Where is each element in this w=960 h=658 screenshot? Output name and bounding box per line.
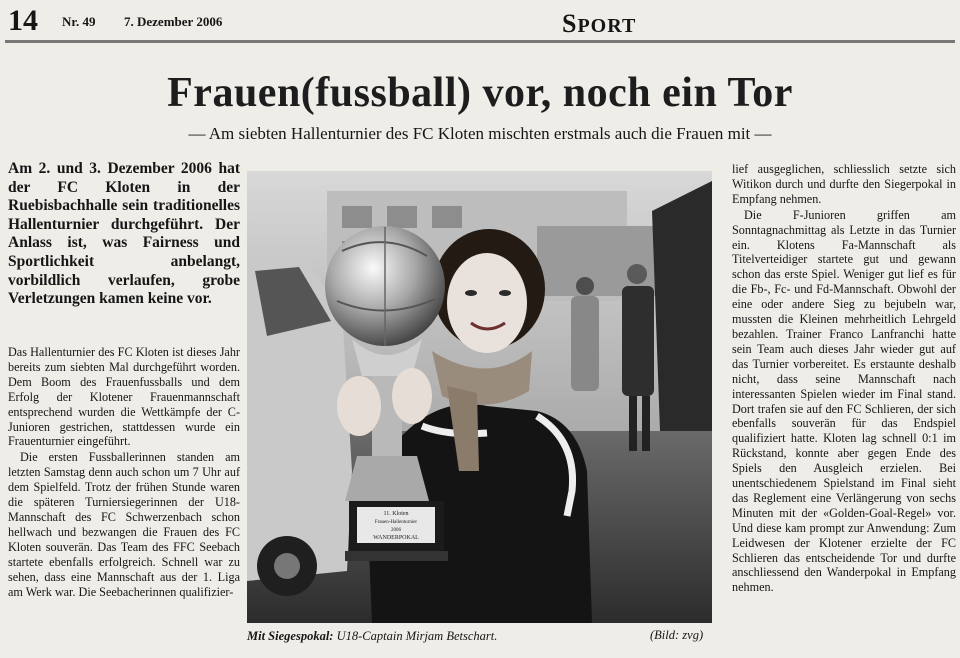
photo-caption [247,628,712,644]
article-column-left [8,345,240,600]
article-photo [247,171,712,623]
caption-lead: Mit Siegespokal: [247,629,334,643]
section-title [562,10,636,40]
section-rest: PORT [577,15,637,37]
paragraph: Die ersten Fussballerinnen standen am letzten Samstag denn auch schon um 7 Uhr auf dem Spielfeld. Trotz der frühen Stunde waren die späteren Turniersiegerinnen der U18-Mannschaft des FC Schwerzenbach schon hellwach und bezwangen die Frauen des FC Kloten souverän. Das Team des FFC Seebach startete ebenfalls erfolgreich. Schnell war zu sehen, dass eine Mannschaft aus der 1. Liga am Werk war. Die Seebacherinnen qualifizier- [8,450,240,599]
photo-credit: (Bild: zvg) [650,628,704,642]
caption-text: U18-Captain Mirjam Betschart. [333,629,498,643]
headline: Frauen(fussball) vor, noch ein Tor [167,70,793,116]
article-column-right [732,162,956,596]
trophy-plate-line: Frauen-Hallenturnier [374,520,418,525]
subheadline: — Am siebten Hallenturnier des FC Kloten mischten erstmals auch die Frauen mit — [188,124,772,143]
issue-date: 7. Dezember 2006 [124,14,223,29]
page-number: 14 [8,4,38,37]
trophy-plate-line: 11. Kloten [383,511,409,517]
masthead-rule [5,40,955,43]
issue-number: Nr. 49 [62,14,96,29]
lead-paragraph: Am 2. und 3. Dezember 2006 hat der FC Kloten in der Ruebisbachhalle sein traditionelles Hallenturnier durchgeführt. Der Anlass ist, was Fairness und Sportlichkeit anbelangt, vorbildlich verlaufen, grobe Verletzungen kamen keine vor. [8,160,240,308]
trophy-plate-line: 2006 [391,528,401,533]
section-initial: S [562,9,578,38]
photo-illustration [247,171,712,623]
paragraph: Die F-Junioren griffen am Sonntagnachmittag als Letzte in das Turnier ein. Klotens Fa-Mannschaft als Titelverteidiger startete gut und gewann schon das erste Spiel. Weniger gut lief es für die Fb-, Fc- und Fd-Mannschaft. Obwohl der eine oder andere Sieg zu bejubeln war, mussten die Kleinen mehrheitlich Lehrgeld bezahlen. Trainer Franco Lanfranchi hatte sein Team auch dieses Jahr wieder gut auf das Turnier vorbereitet. Es erstaunte deshalb nicht, dass seine Mannschaft nach interessanten Spielen wieder im Final stand. Dort trafen sie auf den FC Schlieren, der sich ebenfalls souverän für das Endspiel qualifiziert hatte. Kloten lag schnell 0:1 im Rückstand, konnte aber gegen Ende des Spiels den Ausgleich erzielen. Bei unentschiedenem Spielstand im Final sieht das Reglement eine Verlängerung von sechs Minuten mit der «Golden-Goal-Regel» vor. Und diese kam prompt zur Anwendung: Zum Leidwesen der Klotener erzielte der FC Schlieren das entscheidende Tor und durfte anschliessend den Wanderpokal in Empfang nehmen. [732,207,956,595]
trophy-plate-line: WANDERPOKAL [373,535,419,541]
paragraph: lief ausgeglichen, schliesslich setzte sich Witikon durch und durfte den Siegerpokal in Empfang nehmen. [732,162,956,206]
paragraph: Das Hallenturnier des FC Kloten ist dieses Jahr bereits zum siebten Mal durchgeführt worden. Dem Boom des Frauenfussballs und dem Erfolg der Klotener Frauenmannschaft entsprechend wurden die Wettkämpfe der C-Junioren gestrichen, stattdessen wurde ein Frauenturnier eingeführt. [8,345,240,449]
